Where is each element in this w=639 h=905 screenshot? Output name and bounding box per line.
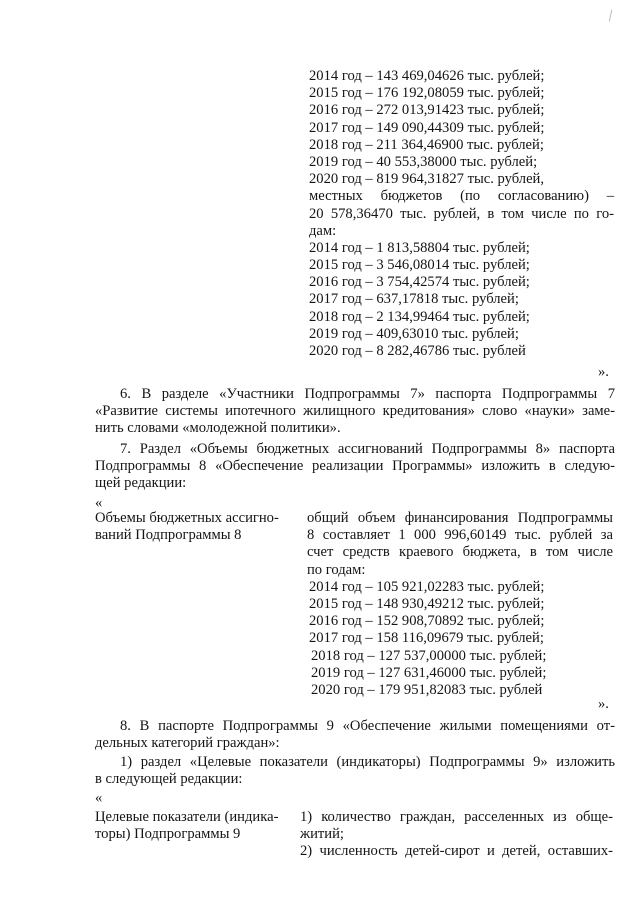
list-line: 20 578,36470 тыс. рублей, в том числе по го- xyxy=(309,205,614,222)
table-cell-line: 8 составляет 1 000 996,60149 тыс. рублей за xyxy=(307,527,613,544)
paragraph-line: 6. В разделе «Участники Подпрограммы 7» паспорта Подпрограммы 7 xyxy=(120,386,615,402)
table-value-indicators xyxy=(300,809,613,861)
table-cell-line: счет средств краевого бюджета, в том числе xyxy=(307,544,613,561)
table-label-budget xyxy=(95,510,295,544)
paragraph-line: щей редакции: xyxy=(95,475,187,492)
table-cell-line: 2) численность детей-сирот и детей, оставших- xyxy=(300,843,613,860)
table-cell-line: Объемы бюджетных ассигно- xyxy=(95,510,279,526)
table-cell-line: 1) количество граждан, расселенных из обще- xyxy=(300,809,613,825)
table-cell-line: Целевые показатели (индика- xyxy=(95,809,279,825)
table-cell-line: 2018 год – 127 537,00000 тыс. рублей; xyxy=(311,647,547,664)
list-line: местных бюджетов (по согласованию) – xyxy=(309,188,614,205)
list-line: 2018 год – 211 364,46900 тыс. рублей; xyxy=(309,136,544,153)
open-quote: « xyxy=(95,790,103,806)
table-value-budget xyxy=(307,510,613,699)
list-line: 2019 год – 409,63010 тыс. рублей; xyxy=(309,325,519,342)
list-line: 2016 год – 272 013,91423 тыс. рублей; xyxy=(309,102,545,119)
paragraph-item-7 xyxy=(95,441,615,493)
paragraph-line: 8. В паспорте Подпрограммы 9 «Обеспечение жилыми помещениями от- xyxy=(120,718,615,734)
table-cell-line: 2019 год – 127 631,46000 тыс. рублей; xyxy=(311,664,547,681)
list-line: 2014 год – 143 469,04626 тыс. рублей; xyxy=(309,68,545,84)
table-cell-line: общий объем финансирования Подпрограммы xyxy=(307,510,613,526)
paragraph-line: 7. Раздел «Объемы бюджетных ассигнований Подпрограммы 8» паспорта xyxy=(120,441,615,457)
list-line: 2018 год – 2 134,99464 тыс. рублей; xyxy=(309,308,530,325)
paragraph-item-8 xyxy=(95,718,615,752)
paragraph-line: 1) раздел «Целевые показатели (индикаторы) Подпрограммы 9» изложить xyxy=(120,754,615,770)
table-cell-line: по годам: xyxy=(307,561,366,578)
list-line: 2015 год – 3 546,08014 тыс. рублей; xyxy=(309,257,530,274)
paragraph-line: Подпрограммы 8 «Обеспечение реализации Программы» изложить в следую- xyxy=(95,458,615,475)
paragraph-item-8-sub-1 xyxy=(95,754,615,788)
table-cell-line: ваний Подпрограммы 8 xyxy=(95,527,242,544)
table-cell-line: торы) Подпрограммы 9 xyxy=(95,826,241,843)
list-line: 2020 год – 8 282,46786 тыс. рублей xyxy=(309,343,526,359)
paragraph-line: дельных категорий граждан»: xyxy=(95,735,280,752)
list-line: 2016 год – 3 754,42574 тыс. рублей; xyxy=(309,274,530,291)
close-quote: ». xyxy=(598,364,609,380)
table-cell-line: 2017 год – 158 116,09679 тыс. рублей; xyxy=(309,630,544,647)
page-corner-mark xyxy=(609,10,616,23)
table-cell-line: 2016 год – 152 908,70892 тыс. рублей; xyxy=(309,613,545,630)
list-line: дам: xyxy=(309,222,337,239)
list-line: 2017 год – 637,17818 тыс. рублей; xyxy=(309,291,519,308)
list-line: 2014 год – 1 813,58804 тыс. рублей; xyxy=(309,239,530,256)
paragraph-line: в следующей редакции: xyxy=(95,771,243,788)
list-line: 2017 год – 149 090,44309 тыс. рублей; xyxy=(309,119,545,136)
list-line: 2019 год – 40 553,38000 тыс. рублей; xyxy=(309,153,538,170)
list-line: 2020 год – 819 964,31827 тыс. рублей, xyxy=(309,171,545,188)
list-line: 2015 год – 176 192,08059 тыс. рублей; xyxy=(309,85,545,102)
paragraph-line: «Развитие системы ипотечного жилищного кредитования» слово «науки» заме- xyxy=(95,403,615,420)
paragraph-line: нить словами «молодежной политики». xyxy=(95,420,341,437)
table-cell-line: житий; xyxy=(300,826,344,843)
table-label-indicators xyxy=(95,809,295,843)
funding-by-year-list xyxy=(309,68,614,360)
close-quote: ». xyxy=(598,696,609,712)
paragraph-item-6 xyxy=(95,386,615,438)
table-cell-line: 2014 год – 105 921,02283 тыс. рублей; xyxy=(309,578,545,595)
table-cell-line: 2020 год – 179 951,82083 тыс. рублей xyxy=(311,681,543,698)
open-quote: « xyxy=(95,495,103,511)
table-cell-line: 2015 год – 148 930,49212 тыс. рублей; xyxy=(309,595,545,612)
